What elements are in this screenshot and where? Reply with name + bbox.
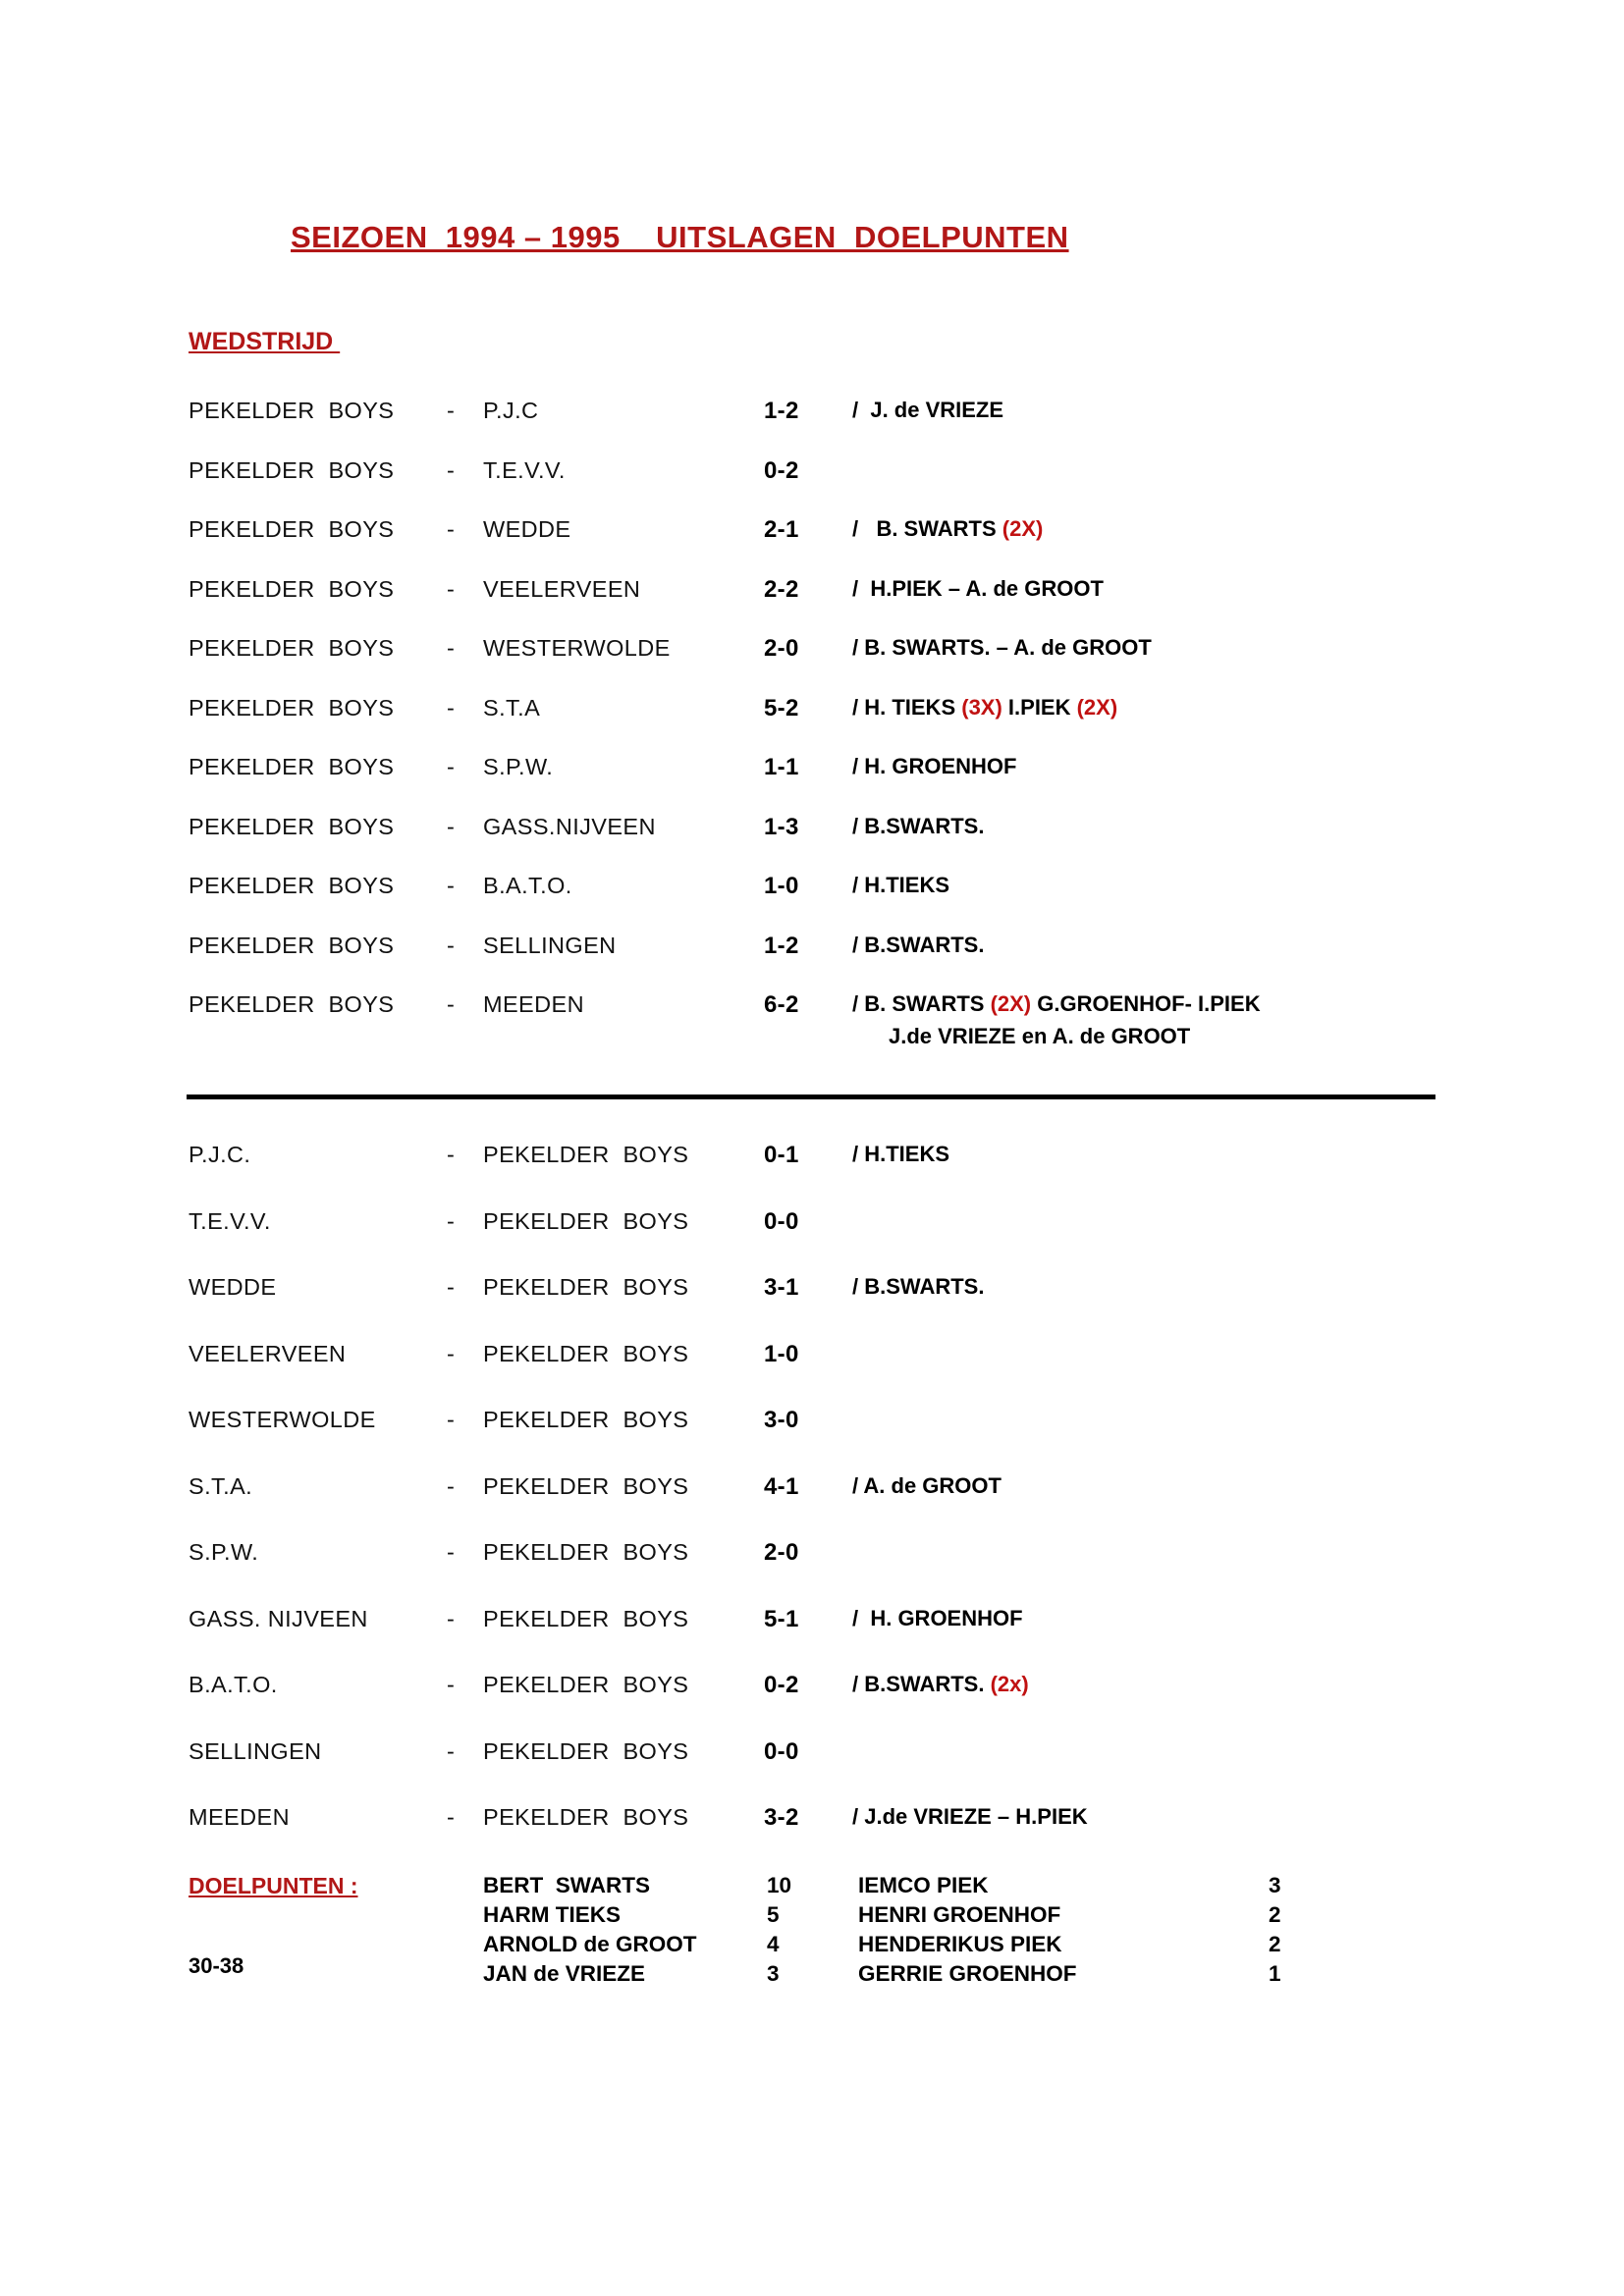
match-scorers-line-2: J.de VRIEZE en A. de GROOT xyxy=(889,1024,1191,1048)
scorer-goals: 3 xyxy=(767,1961,780,1986)
match-separator-dash: - xyxy=(447,813,456,839)
match-score: 6-2 xyxy=(764,991,799,1018)
match-home-team: S.T.A. xyxy=(189,1472,253,1499)
match-scorers: / B. SWARTS (2X) G.GROENHOF- I.PIEK xyxy=(852,991,1261,1016)
scorer-name: BERT SWARTS xyxy=(483,1873,651,1897)
match-home-team: PEKELDER BOYS xyxy=(189,932,395,958)
scorers-heading: DOELPUNTEN : xyxy=(189,1873,358,1898)
scorer-name: IEMCO PIEK xyxy=(858,1873,989,1897)
match-away-team: PEKELDER BOYS xyxy=(483,1207,689,1234)
match-score: 0-0 xyxy=(764,1207,799,1235)
match-scorers: / B.SWARTS. (2x) xyxy=(852,1672,1029,1696)
match-separator-dash: - xyxy=(447,873,456,898)
scorer-name: HENDERIKUS PIEK xyxy=(858,1932,1062,1956)
scorers-note: 30-38 xyxy=(189,1953,244,1978)
match-score: 3-2 xyxy=(764,1804,799,1831)
match-scorers: / B. SWARTS (2X) xyxy=(852,516,1044,541)
match-away-team: PEKELDER BOYS xyxy=(483,1737,689,1764)
match-home-team: P.J.C. xyxy=(189,1142,251,1167)
match-home-team: WESTERWOLDE xyxy=(189,1407,376,1432)
goal-multiplier: (2X) xyxy=(1076,694,1118,720)
match-separator-dash: - xyxy=(447,398,456,423)
match-scorers: / H.PIEK – A. de GROOT xyxy=(852,575,1104,601)
match-separator-dash: - xyxy=(447,932,456,958)
match-separator-dash: - xyxy=(447,754,456,779)
match-away-team: PEKELDER BOYS xyxy=(483,1804,689,1830)
match-scorers: / B.SWARTS. xyxy=(852,932,985,957)
scorer-goals: 3 xyxy=(1269,1873,1281,1897)
goal-multiplier: (2X) xyxy=(1001,516,1044,541)
scorer-goals: 4 xyxy=(767,1932,780,1956)
match-separator-dash: - xyxy=(447,1142,456,1167)
match-score: 3-1 xyxy=(764,1274,799,1301)
match-home-team: PEKELDER BOYS xyxy=(189,398,395,423)
match-score: 2-2 xyxy=(764,575,799,603)
match-home-team: MEEDEN xyxy=(189,1804,290,1830)
match-home-team: PEKELDER BOYS xyxy=(189,516,395,542)
match-scorers: / H. GROENHOF xyxy=(852,1605,1023,1630)
goal-multiplier: (2X) xyxy=(990,991,1032,1016)
match-separator-dash: - xyxy=(447,1737,456,1764)
match-score: 1-0 xyxy=(764,1340,799,1367)
match-score: 4-1 xyxy=(764,1472,799,1500)
match-separator-dash: - xyxy=(447,1472,456,1499)
match-score: 2-1 xyxy=(764,516,799,543)
match-away-team: SELLINGEN xyxy=(483,932,617,958)
scorer-goals: 2 xyxy=(1269,1902,1281,1927)
match-away-team: T.E.V.V. xyxy=(483,456,566,483)
goal-multiplier: (3X) xyxy=(961,694,1002,720)
match-separator-dash: - xyxy=(447,991,456,1017)
match-scorers: / B.SWARTS. xyxy=(852,1274,985,1299)
match-away-team: WEDDE xyxy=(483,516,571,542)
match-away-team: VEELERVEEN xyxy=(483,575,641,602)
match-home-team: PEKELDER BOYS xyxy=(189,813,395,839)
scorer-name: HENRI GROENHOF xyxy=(858,1902,1061,1927)
match-score: 2-0 xyxy=(764,635,799,662)
match-home-team: WEDDE xyxy=(189,1274,277,1300)
match-home-team: PEKELDER BOYS xyxy=(189,635,395,661)
match-scorers: / J. de VRIEZE xyxy=(852,398,1004,422)
match-home-team: SELLINGEN xyxy=(189,1737,322,1764)
match-away-team: S.P.W. xyxy=(483,754,554,779)
match-score: 0-1 xyxy=(764,1142,799,1168)
match-separator-dash: - xyxy=(447,635,456,661)
match-separator-dash: - xyxy=(447,456,456,483)
match-away-team: PEKELDER BOYS xyxy=(483,1472,689,1499)
match-home-team: S.P.W. xyxy=(189,1539,259,1565)
scorer-name: HARM TIEKS xyxy=(483,1902,621,1927)
match-home-team: B.A.T.O. xyxy=(189,1672,278,1697)
match-score: 1-2 xyxy=(764,398,799,424)
match-separator-dash: - xyxy=(447,1407,456,1432)
match-score: 2-0 xyxy=(764,1539,799,1566)
match-scorers: / B.SWARTS. xyxy=(852,813,985,838)
match-separator-dash: - xyxy=(447,1539,456,1565)
match-scorers: / H.TIEKS xyxy=(852,1142,950,1166)
scorer-name: ARNOLD de GROOT xyxy=(483,1932,697,1956)
scorer-goals: 10 xyxy=(767,1873,792,1897)
match-scorers: / H. TIEKS (3X) I.PIEK (2X) xyxy=(852,694,1118,720)
match-separator-dash: - xyxy=(447,1605,456,1631)
match-home-team: VEELERVEEN xyxy=(189,1340,347,1366)
match-separator-dash: - xyxy=(447,694,456,721)
match-score: 1-1 xyxy=(764,754,799,780)
scorer-goals: 1 xyxy=(1269,1961,1281,1986)
scorer-name: JAN de VRIEZE xyxy=(483,1961,646,1986)
section-heading-wedstrijd: WEDSTRIJD xyxy=(189,328,341,355)
match-home-team: PEKELDER BOYS xyxy=(189,873,395,898)
match-score: 0-2 xyxy=(764,1672,799,1698)
match-away-team: PEKELDER BOYS xyxy=(483,1539,689,1565)
match-score: 1-2 xyxy=(764,932,799,959)
match-scorers: / H. GROENHOF xyxy=(852,754,1017,778)
match-home-team: T.E.V.V. xyxy=(189,1207,271,1234)
match-score: 3-0 xyxy=(764,1407,799,1433)
match-away-team: PEKELDER BOYS xyxy=(483,1407,689,1432)
match-home-team: PEKELDER BOYS xyxy=(189,754,395,779)
match-score: 5-1 xyxy=(764,1605,799,1632)
scorer-goals: 2 xyxy=(1269,1932,1281,1956)
match-scorers: / A. de GROOT xyxy=(852,1472,1001,1498)
goal-multiplier: (2x) xyxy=(990,1672,1029,1696)
match-away-team: PEKELDER BOYS xyxy=(483,1274,689,1300)
match-separator-dash: - xyxy=(447,1207,456,1234)
match-scorers: / J.de VRIEZE – H.PIEK xyxy=(852,1804,1088,1829)
match-separator-dash: - xyxy=(447,1340,456,1366)
match-away-team: B.A.T.O. xyxy=(483,873,572,898)
match-separator-dash: - xyxy=(447,1672,456,1697)
match-score: 1-0 xyxy=(764,873,799,899)
match-away-team: PEKELDER BOYS xyxy=(483,1672,689,1697)
match-away-team: PEKELDER BOYS xyxy=(483,1142,689,1167)
match-home-team: PEKELDER BOYS xyxy=(189,575,395,602)
match-away-team: WESTERWOLDE xyxy=(483,635,671,661)
match-scorers: / H.TIEKS xyxy=(852,873,950,897)
match-score: 0-0 xyxy=(764,1737,799,1765)
match-score: 1-3 xyxy=(764,813,799,840)
match-score: 5-2 xyxy=(764,694,799,721)
match-away-team: PEKELDER BOYS xyxy=(483,1340,689,1366)
match-home-team: PEKELDER BOYS xyxy=(189,991,395,1017)
match-separator-dash: - xyxy=(447,575,456,602)
page-title: SEIZOEN 1994 – 1995 UITSLAGEN DOELPUNTEN xyxy=(291,220,1069,254)
scorer-goals: 5 xyxy=(767,1902,780,1927)
match-home-team: PEKELDER BOYS xyxy=(189,694,395,721)
match-score: 0-2 xyxy=(764,456,799,484)
match-away-team: S.T.A xyxy=(483,694,541,721)
match-away-team: GASS.NIJVEEN xyxy=(483,813,656,839)
scorer-name: GERRIE GROENHOF xyxy=(858,1961,1077,1986)
match-scorers: / B. SWARTS. – A. de GROOT xyxy=(852,635,1152,660)
section-divider xyxy=(187,1095,1435,1099)
match-away-team: MEEDEN xyxy=(483,991,584,1017)
match-separator-dash: - xyxy=(447,1274,456,1300)
match-separator-dash: - xyxy=(447,1804,456,1830)
match-away-team: P.J.C xyxy=(483,398,539,423)
match-home-team: GASS. NIJVEEN xyxy=(189,1605,368,1631)
match-away-team: PEKELDER BOYS xyxy=(483,1605,689,1631)
match-separator-dash: - xyxy=(447,516,456,542)
match-home-team: PEKELDER BOYS xyxy=(189,456,395,483)
